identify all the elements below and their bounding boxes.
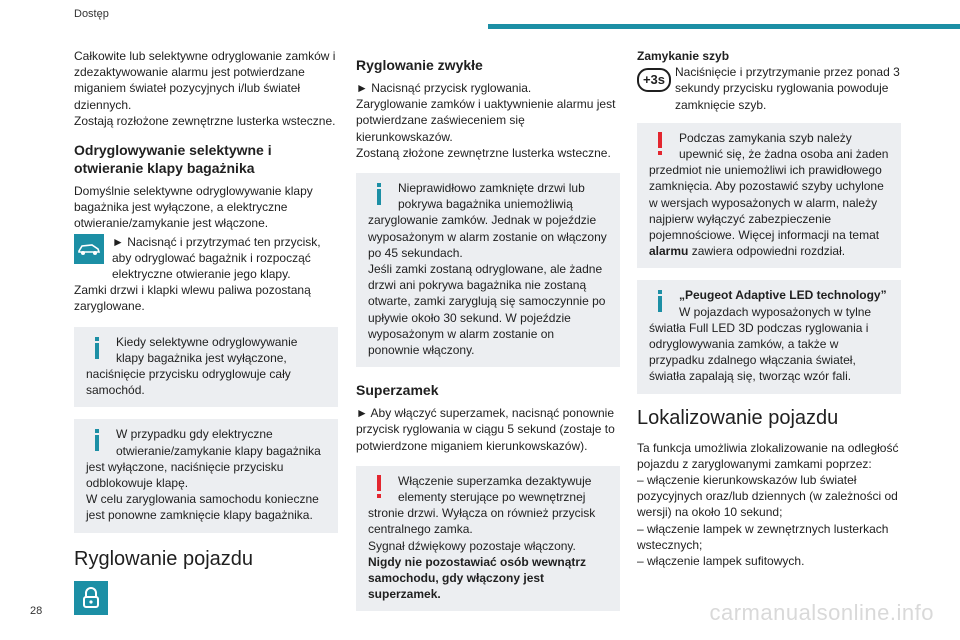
heading-vehicle-locking: Ryglowanie pojazdu bbox=[74, 547, 254, 570]
warning-note-superlock bbox=[356, 466, 620, 612]
page-number: 28 bbox=[30, 605, 43, 617]
heading-locate-vehicle: Lokalizowanie pojazdu bbox=[637, 406, 839, 429]
intro-paragraph-2: Zostają rozłożone zewnętrzne lusterka wsteczne. bbox=[74, 113, 336, 128]
column-1 bbox=[74, 48, 338, 615]
warning-windows-part-a: Podczas zamykania szyb należy upewnić się, że żadna osoba ani żaden przedmiot nie uniemożliwi ich prawidłowego zamknięcia. Aby pozostawić szyby uchylone w wersjach wyposażonych w alarm, należy najpierw wyłączyć zabezpieczenie pojemnościowe. Więcej informacji na temat bbox=[649, 130, 889, 243]
super-step: ► Aby włączyć superzamek, nacisnąć ponownie przycisk ryglowania w ciągu 5 sekund (zostaje to potwierdzone miganiem kierunkowskazów). bbox=[356, 406, 615, 453]
info-note-1-text: Kiedy selektywne odryglowywanie klapy bagażnika jest wyłączone, naciśnięcie przycisku odryglowuje cały samochód. bbox=[86, 334, 298, 398]
warning-icon bbox=[649, 131, 671, 157]
lock-icon bbox=[74, 581, 108, 615]
info-icon bbox=[86, 335, 108, 361]
info-note-locking-a: Nieprawidłowo zamknięte drzwi lub pokrywa bagażnika uniemożliwią zaryglowanie zamków. Jednak w pojeździe wyposażonym w alarm zostanie on włączony po 45 sekundach. bbox=[368, 181, 607, 260]
info-note-led-text: W pojazdach wyposażonych w tylne światła Full LED 3D podczas ryglowania i odryglowywania zamków, a także w przypadku zdalnego włączania świateł, światła zapalają się, tworząc wzór fali. bbox=[649, 304, 872, 384]
column-3 bbox=[637, 48, 901, 569]
normal-step: ► Nacisnąć przycisk ryglowania. bbox=[356, 81, 532, 95]
info-note-led bbox=[637, 280, 901, 393]
heading-superlock: Superzamek bbox=[356, 382, 439, 399]
locate-intro: Ta funkcja umożliwia zlokalizowanie na odległość pojazdu z zaryglowanymi zamkami poprzez: bbox=[637, 440, 899, 471]
info-icon bbox=[86, 427, 108, 453]
info-icon bbox=[368, 181, 390, 207]
warning-windows-part-c: zawiera odpowiedni rozdział. bbox=[688, 244, 846, 259]
warning-note-superlock-a: Włączenie superzamka dezaktywuje elementy sterujące po wewnętrznej stronie drzwi. Wyłącza on również przycisk centralnego zamka. bbox=[368, 473, 596, 537]
heading-selective-unlock: Odryglowywanie selektywne i otwieranie klapy bagażnika bbox=[74, 142, 272, 177]
normal-after: Zostaną złożone zewnętrzne lusterka wsteczne. bbox=[356, 145, 611, 160]
warning-note-superlock-b: Sygnał dźwiękowy pozostaje włączony. bbox=[368, 538, 576, 553]
warning-icon bbox=[368, 474, 390, 500]
info-icon bbox=[649, 288, 671, 314]
car-trunk-icon bbox=[74, 234, 104, 264]
intro-paragraph-1: Całkowite lub selektywne odryglowanie zamków i zdezaktywowanie alarmu jest potwierdzane miganiem świateł pozycyjnych i/lub świateł dziennych. bbox=[74, 49, 336, 112]
column-2 bbox=[356, 48, 620, 623]
info-note-2-text-a: W przypadku gdy elektryczne otwieranie/zamykanie klapy bagażnika jest wyłączone, naciśnięcie przycisku odblokowuje klapę. bbox=[86, 427, 321, 491]
window-text: Naciśnięcie i przytrzymanie przez ponad 3 sekundy przycisku ryglowania powoduje zamknięcie szyb. bbox=[675, 65, 900, 112]
selective-icon-row bbox=[74, 234, 338, 283]
selective-icon-text: ► Nacisnąć i przytrzymać ten przycisk, aby odryglować bagażnik i rozpocząć elektryczne otwieranie jego klapy. bbox=[112, 234, 321, 282]
selective-text: Domyślnie selektywne odryglowywanie klapy bagażnika jest wyłączone, a elektryczne otwieranie/zamykanie jest włączone. bbox=[74, 184, 313, 231]
info-note-1 bbox=[74, 327, 338, 408]
info-note-2-text-b: W celu zaryglowania samochodu konieczne jest ponowne zamknięcie klapy bagażnika. bbox=[86, 492, 319, 523]
window-icon-row bbox=[637, 64, 901, 113]
info-note-2 bbox=[74, 419, 338, 532]
locate-item-3: – włączenie lampek sufitowych. bbox=[637, 554, 805, 569]
info-note-locking-b: Jeśli zamki zostaną odryglowane, ale żadne drzwi ani pokrywa bagażnika nie zostaną otwarte, zamki zaryglują się samoczynnie po upływie około 30 sekund. W pojeździe wyposażonym w alarm zostanie on ponownie włączony. bbox=[368, 262, 606, 358]
locate-item-2: – włączenie lampek w zewnętrznych lusterkach wstecznych; bbox=[637, 521, 889, 552]
warning-note-superlock-bold: Nigdy nie pozostawiać osób wewnątrz samochodu, gdy włączony jest superzamek. bbox=[368, 554, 587, 602]
heading-normal-locking: Ryglowanie zwykłe bbox=[356, 57, 483, 73]
header-accent-bar bbox=[488, 24, 960, 29]
heading-window-closing: Zamykanie szyb bbox=[637, 49, 730, 63]
watermark: carmanualsonline.info bbox=[709, 600, 934, 625]
info-note-locking bbox=[356, 173, 620, 367]
locate-item-1: – włączenie kierunkowskazów lub świateł pozycyjnych oraz/lub dziennych (w zależności od wersji) na około 10 sekund; bbox=[637, 473, 898, 520]
plus-3s-icon: +3s bbox=[637, 68, 671, 92]
normal-text: Zaryglowanie zamków i uaktywnienie alarmu jest potwierdzane zaświeceniem się kierunkowskazów. bbox=[356, 97, 616, 144]
selective-after-text: Zamki drzwi i klapki wlewu paliwa pozostaną zaryglowane. bbox=[74, 283, 311, 314]
warning-windows-bold: alarmu bbox=[649, 244, 689, 259]
warning-note-windows-text bbox=[649, 130, 889, 260]
info-note-led-title: „Peugeot Adaptive LED technology” bbox=[679, 288, 887, 303]
warning-note-windows bbox=[637, 123, 901, 269]
page-header-title: Dostęp bbox=[74, 8, 109, 20]
